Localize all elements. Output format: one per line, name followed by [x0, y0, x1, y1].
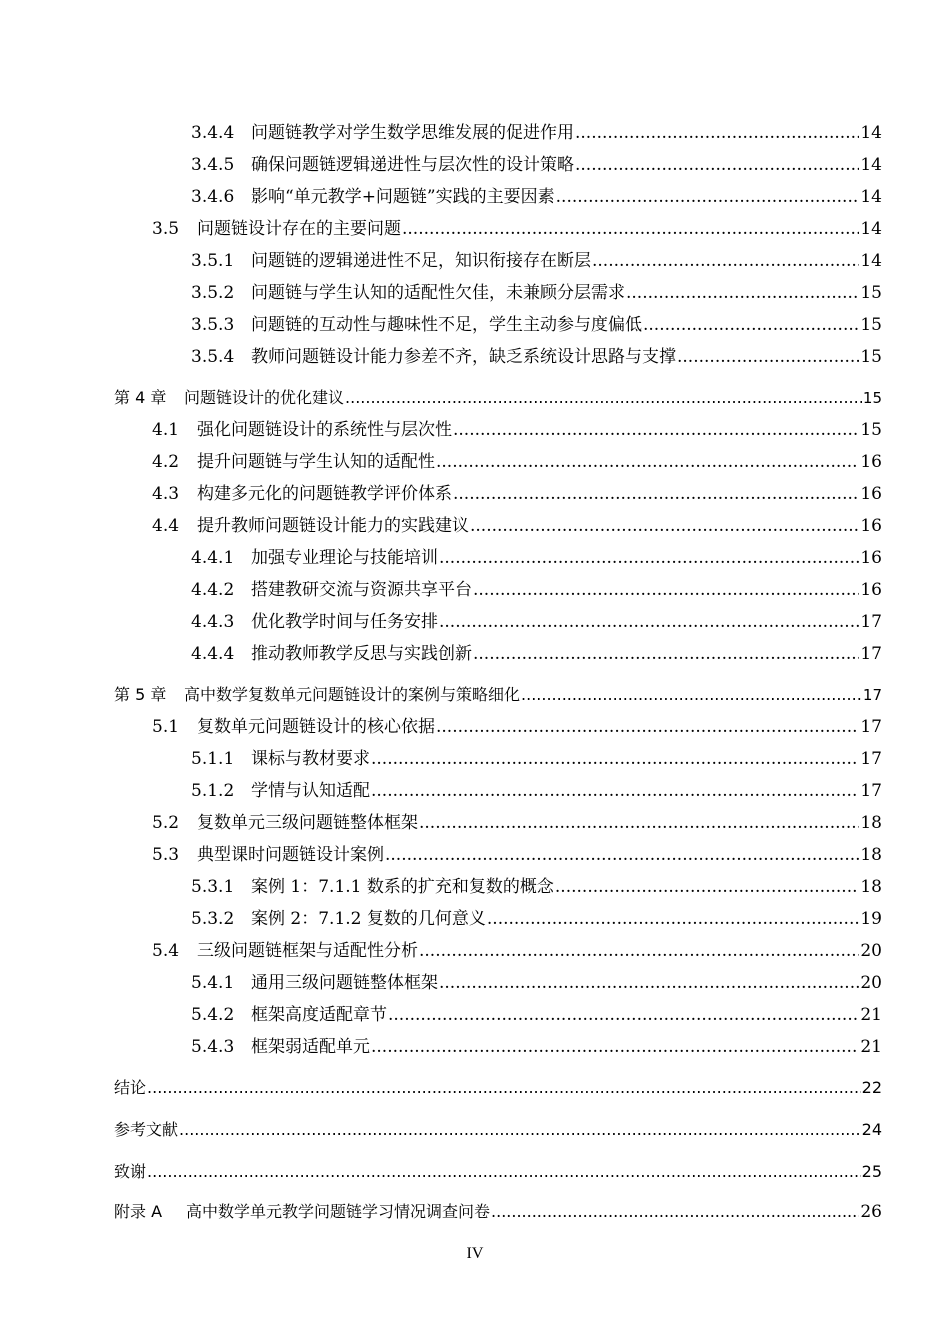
toc-entry-number: 4.4.4: [191, 644, 235, 664]
dot-leader: [371, 781, 859, 801]
toc-entry-number: 5.4.3: [191, 1037, 235, 1057]
toc-entry-number: 3.5.4: [191, 347, 235, 367]
toc-entry-page: 21: [860, 1037, 882, 1057]
toc-entry-page: 15: [860, 315, 882, 335]
dot-leader: [626, 283, 859, 303]
toc-entry-number: 4.3: [152, 484, 180, 504]
toc-entry-number: 4.2: [152, 452, 180, 472]
toc-entry-title: 确保问题链逻辑递进性与层次性的设计策略: [251, 155, 574, 175]
toc-entry-title: 加强专业理论与技能培训: [251, 548, 438, 568]
toc-entry-title: 通用三级问题链整体框架: [251, 973, 438, 993]
toc-entry-4-4-1[interactable]: [0, 543, 882, 568]
toc-entry-title: 案例 2：7.1.2 复数的几何意义: [251, 909, 486, 929]
toc-entry-page: 25: [861, 1162, 882, 1181]
toc-entry-number: 3.5.2: [191, 283, 235, 303]
toc-entry-page: 17: [860, 612, 882, 632]
dot-leader: [487, 909, 859, 929]
dot-leader: [419, 813, 859, 833]
dot-leader: [592, 251, 859, 271]
dot-leader: [473, 580, 859, 600]
toc-entry-page: 14: [860, 251, 882, 271]
toc-entry-title: 参考文献: [114, 1120, 179, 1139]
toc-entry-page: 17: [862, 686, 882, 704]
toc-entry-title: 致谢: [114, 1162, 147, 1181]
toc-entry-page: 16: [860, 548, 882, 568]
dot-leader: [371, 749, 859, 769]
toc-entry-4-4-4[interactable]: [0, 639, 882, 664]
dot-leader: [453, 484, 859, 504]
toc-entry-5-3-2[interactable]: [0, 904, 882, 929]
toc-entry-number: 5.1.2: [191, 781, 235, 801]
toc-entry-page: 16: [860, 452, 882, 472]
toc-entry-number: 3.4.6: [191, 187, 235, 207]
dot-leader: [439, 612, 859, 632]
toc-entry-3-4-4[interactable]: [0, 118, 882, 143]
toc-entry-title: 问题链设计存在的主要问题: [197, 219, 401, 239]
toc-entry-title: 高中数学单元教学问题链学习情况调查问卷: [186, 1202, 491, 1221]
toc-entry-page: 15: [862, 389, 882, 407]
toc-entry-title: 结论: [114, 1078, 147, 1097]
toc-entry-page: 14: [860, 155, 882, 175]
toc-entry-3-5-3[interactable]: [0, 310, 882, 335]
toc-entry-page: 18: [860, 813, 882, 833]
dot-leader: [491, 1202, 859, 1221]
toc-entry-number: 3.5.3: [191, 315, 235, 335]
toc-entry-5-3[interactable]: [0, 840, 882, 865]
toc-entry-4-4-3[interactable]: [0, 607, 882, 632]
toc-entry-number: 第 5 章: [114, 685, 167, 704]
toc-entry-5-1[interactable]: [0, 712, 882, 737]
toc-entry-title: 问题链的互动性与趣味性不足，学生主动参与度偏低: [251, 315, 642, 335]
toc-entry-3-4-5[interactable]: [0, 150, 882, 175]
toc-entry-number: 4.4.2: [191, 580, 235, 600]
toc-entry-page: 17: [860, 644, 882, 664]
toc-entry-chapter-5[interactable]: [0, 682, 882, 705]
toc-entry-5-4-2[interactable]: [0, 1000, 882, 1025]
toc-entry-number: 5.4.2: [191, 1005, 235, 1025]
toc-entry-number: 5.3: [152, 845, 180, 865]
toc-entry-4-1[interactable]: [0, 415, 882, 440]
toc-entry-page: 19: [860, 909, 882, 929]
toc-entry-number: 3.5.1: [191, 251, 235, 271]
toc-entry-page: 17: [860, 781, 882, 801]
toc-entry-page: 16: [860, 516, 882, 536]
toc-entry-title: 强化问题链设计的系统性与层次性: [197, 420, 452, 440]
toc-entry-5-4-1[interactable]: [0, 968, 882, 993]
dot-leader: [419, 941, 859, 961]
dot-leader: [371, 1037, 859, 1057]
dot-leader: [179, 1120, 861, 1139]
toc-entry-5-1-1[interactable]: [0, 744, 882, 769]
toc-entry-page: 16: [860, 484, 882, 504]
toc-entry-title: 推动教师教学反思与实践创新: [251, 644, 472, 664]
toc-entry-number: 4.4: [152, 516, 180, 536]
toc-entry-page: 15: [860, 347, 882, 367]
dot-leader: [385, 845, 859, 865]
toc-entry-acknowledgements[interactable]: [0, 1159, 882, 1182]
toc-entry-3-5-1[interactable]: [0, 246, 882, 271]
toc-entry-number: 5.1: [152, 717, 180, 737]
toc-entry-4-2[interactable]: [0, 447, 882, 472]
toc-entry-title: 复数单元问题链设计的核心依据: [197, 717, 435, 737]
toc-entry-title: 教师问题链设计能力参差不齐，缺乏系统设计思路与支撑: [251, 347, 676, 367]
toc-entry-3-5[interactable]: [0, 214, 882, 239]
toc-entry-title: 学情与认知适配: [251, 781, 370, 801]
dot-leader: [473, 644, 859, 664]
dot-leader: [556, 187, 860, 207]
toc-entry-number: 5.2: [152, 813, 180, 833]
toc-entry-title: 影响“单元教学+问题链”实践的主要因素: [251, 187, 555, 207]
toc-entry-title: 问题链与学生认知的适配性欠佳，未兼顾分层需求: [251, 283, 625, 303]
toc-entry-4-3[interactable]: [0, 479, 882, 504]
toc-entry-page: 14: [860, 187, 882, 207]
toc-entry-page: 24: [861, 1120, 882, 1139]
toc-entry-title: 搭建教研交流与资源共享平台: [251, 580, 472, 600]
toc-entry-3-5-2[interactable]: [0, 278, 882, 303]
toc-entry-title: 复数单元三级问题链整体框架: [197, 813, 418, 833]
toc-entry-page: 16: [860, 580, 882, 600]
dot-leader: [453, 420, 859, 440]
toc-entry-title: 提升问题链与学生认知的适配性: [197, 452, 435, 472]
toc-entry-5-1-2[interactable]: [0, 776, 882, 801]
dot-leader: [439, 973, 859, 993]
toc-entry-number: 3.4.5: [191, 155, 235, 175]
dot-leader: [388, 1005, 859, 1025]
toc-entry-title: 问题链的逻辑递进性不足，知识衔接存在断层: [251, 251, 591, 271]
dot-leader: [439, 548, 859, 568]
toc-entry-title: 课标与教材要求: [251, 749, 370, 769]
toc-entry-title: 问题链设计的优化建议: [184, 388, 345, 407]
toc-entry-title: 案例 1：7.1.1 数系的扩充和复数的概念: [251, 877, 554, 897]
toc-entry-title: 优化教学时间与任务安排: [251, 612, 438, 632]
toc-entry-5-2[interactable]: [0, 808, 882, 833]
dot-leader: [147, 1162, 861, 1181]
toc-entry-title: 高中数学复数单元问题链设计的案例与策略细化: [184, 685, 521, 704]
toc-entry-number: 5.4: [152, 941, 180, 961]
toc-entry-page: 21: [860, 1005, 882, 1025]
toc-entry-appendix-a[interactable]: [0, 1199, 882, 1222]
toc-entry-number: 第 4 章: [114, 388, 167, 407]
toc-entry-page: 18: [860, 845, 882, 865]
dot-leader: [521, 685, 862, 704]
toc-entry-title: 框架弱适配单元: [251, 1037, 370, 1057]
dot-leader: [575, 155, 859, 175]
dot-leader: [345, 388, 862, 407]
toc-entry-page: 15: [860, 420, 882, 440]
toc-entry-page: 20: [860, 973, 882, 993]
dot-leader: [402, 219, 859, 239]
dot-leader: [436, 452, 859, 472]
toc-entry-page: 17: [860, 749, 882, 769]
toc-entry-chapter-4[interactable]: [0, 385, 882, 408]
toc-entry-page: 20: [860, 941, 882, 961]
dot-leader: [555, 877, 859, 897]
toc-entry-page: 14: [860, 123, 882, 143]
toc-entry-page: 26: [860, 1202, 882, 1222]
toc-entry-page: 15: [860, 283, 882, 303]
toc-entry-5-4[interactable]: [0, 936, 882, 961]
toc-entry-5-3-1[interactable]: [0, 872, 882, 897]
dot-leader: [470, 516, 859, 536]
toc-entry-number: 5.4.1: [191, 973, 235, 993]
toc-entry-title: 问题链教学对学生数学思维发展的促进作用: [251, 123, 574, 143]
toc-entry-references[interactable]: [0, 1117, 882, 1140]
dot-leader: [643, 315, 859, 335]
toc-entry-4-4-2[interactable]: [0, 575, 882, 600]
toc-entry-title: 典型课时问题链设计案例: [197, 845, 384, 865]
toc-entry-number: 附录 A: [114, 1202, 163, 1221]
dot-leader: [147, 1078, 861, 1097]
toc-entry-number: 4.4.1: [191, 548, 235, 568]
page-number-footer: IV: [466, 1245, 484, 1262]
toc-entry-number: 5.3.1: [191, 877, 235, 897]
toc-entry-4-4[interactable]: [0, 511, 882, 536]
dot-leader: [436, 717, 859, 737]
toc-entry-title: 三级问题链框架与适配性分析: [197, 941, 418, 961]
toc-entry-title: 构建多元化的问题链教学评价体系: [197, 484, 452, 504]
toc-entry-title: 框架高度适配章节: [251, 1005, 387, 1025]
toc-entry-number: 3.5: [152, 219, 180, 239]
toc-entry-number: 3.4.4: [191, 123, 235, 143]
toc-entry-page: 14: [860, 219, 882, 239]
dot-leader: [575, 123, 859, 143]
dot-leader: [677, 347, 859, 367]
toc-entry-number: 4.4.3: [191, 612, 235, 632]
toc-entry-page: 17: [860, 717, 882, 737]
toc-entry-conclusion[interactable]: [0, 1075, 882, 1098]
toc-entry-page: 22: [861, 1078, 882, 1097]
toc-entry-title: 提升教师问题链设计能力的实践建议: [197, 516, 469, 536]
toc-entry-3-4-6[interactable]: [0, 182, 882, 207]
toc-entry-page: 18: [860, 877, 882, 897]
toc-entry-number: 5.1.1: [191, 749, 235, 769]
toc-entry-3-5-4[interactable]: [0, 342, 882, 367]
toc-entry-number: 4.1: [152, 420, 180, 440]
toc-entry-5-4-3[interactable]: [0, 1032, 882, 1057]
toc-entry-number: 5.3.2: [191, 909, 235, 929]
